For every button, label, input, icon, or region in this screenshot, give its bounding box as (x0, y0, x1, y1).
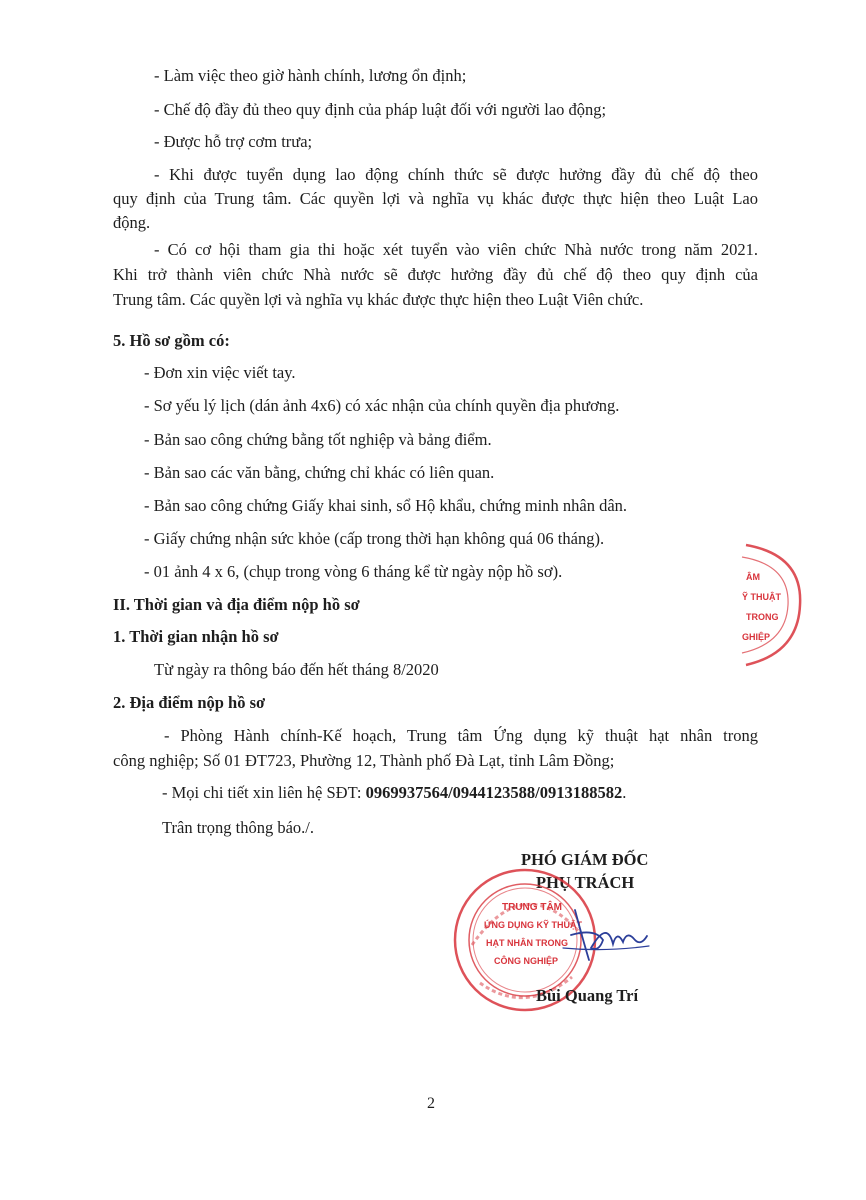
benefit-line: động. (113, 213, 151, 232)
contact-line (162, 783, 626, 803)
benefit-line: - Có cơ hội tham gia thi hoặc xét tuyển vào viên chức Nhà nước trong năm 2021. (154, 240, 758, 259)
subsection-heading: 2. Địa điểm nộp hồ sơ (113, 693, 266, 712)
paragraph-line: - Phòng Hành chính-Kế hoạch, Trung tâm Ứng dụng kỹ thuật hạt nhân trong (164, 726, 758, 745)
closing-line: Trân trọng thông báo./. (162, 818, 315, 837)
margin-stamp-line: ÂM (746, 572, 760, 582)
signer-title: PHÓ GIÁM ĐỐC (521, 850, 649, 869)
margin-stamp-line: Ỹ THUẬT (742, 592, 781, 602)
page-number: 2 (427, 1095, 435, 1112)
list-item: - Bản sao các văn bằng, chứng chỉ khác có liên quan. (144, 463, 495, 482)
benefit-line: - Làm việc theo giờ hành chính, lương ổn định; (154, 66, 467, 85)
benefit-line: Khi trở thành viên chức Nhà nước sẽ được hưởng đầy đủ chế độ theo quy định của (113, 265, 758, 284)
subsection-heading: 1. Thời gian nhận hồ sơ (113, 627, 279, 646)
benefit-line: - Chế độ đầy đủ theo quy định của pháp luật đối với người lao động; (154, 100, 607, 119)
stamp-line: HẠT NHÂN TRONG (486, 938, 568, 948)
stamp-line: CÔNG NGHIỆP (494, 956, 559, 966)
signer-subtitle: PHỤ TRÁCH (536, 873, 635, 892)
list-item: - Đơn xin việc viết tay. (144, 363, 296, 382)
paragraph-line: công nghiệp; Số 01 ĐT723, Phường 12, Thành phố Đà Lạt, tỉnh Lâm Đồng; (113, 751, 615, 770)
signer-name: Bùi Quang Trí (536, 986, 639, 1005)
benefit-line: - Khi được tuyển dụng lao động chính thức sẽ được hưởng đầy đủ chế độ theo (154, 165, 758, 184)
list-item: - Giấy chứng nhận sức khỏe (cấp trong thời hạn không quá 06 tháng). (144, 529, 605, 548)
list-item: - 01 ảnh 4 x 6, (chụp trong vòng 6 tháng kể từ ngày nộp hồ sơ). (144, 562, 563, 581)
benefit-line: quy định của Trung tâm. Các quyền lợi và nghĩa vụ khác được thực hiện theo Luật Lao (113, 189, 758, 208)
list-item: - Bản sao công chứng Giấy khai sinh, sổ Hộ khẩu, chứng minh nhân dân. (144, 496, 628, 515)
benefit-line: Trung tâm. Các quyền lợi và nghĩa vụ khác được thực hiện theo Luật Viên chức. (113, 290, 644, 309)
contact-suffix: . (622, 783, 627, 802)
margin-stamp-line: GHIỆP (742, 632, 771, 642)
margin-stamp (728, 535, 828, 675)
section-heading: II. Thời gian và địa điểm nộp hồ sơ (113, 595, 360, 614)
contact-phones: 0969937564/0944123588/0913188582 (365, 783, 623, 802)
benefit-line: - Được hỗ trợ cơm trưa; (154, 132, 313, 151)
stamp-line: ỨNG DỤNG KỸ THUẬT (484, 920, 582, 930)
margin-stamp-line: TRONG (746, 612, 779, 622)
stamp-line: TRUNG TÂM (502, 902, 562, 913)
contact-label: - Mọi chi tiết xin liên hệ SĐT: (162, 783, 366, 802)
list-item: - Sơ yếu lý lịch (dán ảnh 4x6) có xác nhận của chính quyền địa phương. (144, 396, 620, 415)
list-item: - Bản sao công chứng bằng tốt nghiệp và bảng điểm. (144, 430, 492, 449)
section-heading: 5. Hồ sơ gồm có: (113, 331, 230, 350)
handwritten-signature (555, 900, 655, 970)
paragraph-line: Từ ngày ra thông báo đến hết tháng 8/2020 (154, 660, 439, 679)
